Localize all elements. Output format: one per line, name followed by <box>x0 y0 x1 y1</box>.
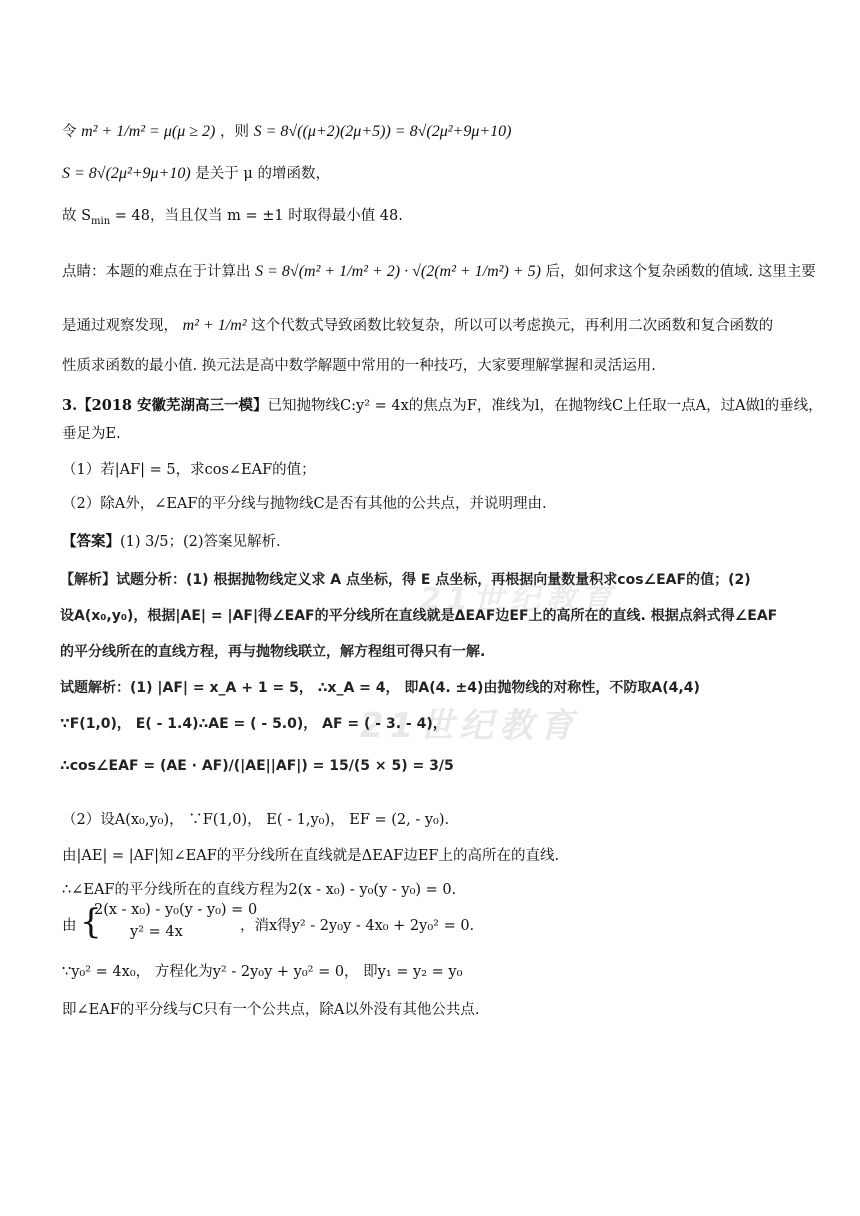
solution-line-4: 试题解析：(1) |AF| = x_A + 1 = 5， ∴x_A = 4， 即A(4. ±4)由抛物线的对称性，不防取A(4,4) <box>60 680 700 696</box>
solution-line-5: ∵F(1,0)， E( - 1.4)∴AE = ( - 5.0)， AF = ( - 3. - 4)， <box>60 716 447 732</box>
solution-line-3: 的平分线所在的直线方程，再与抛物线联立，解方程组可得只有一解. <box>60 644 486 660</box>
brace: { <box>80 902 102 942</box>
answer: 【答案】(1) 3/5；(2)答案见解析. <box>62 533 281 550</box>
line-1: 令 m² + 1/m² = μ(μ ≥ 2) ，则 S = 8√((μ+2)(2μ+5)) = 8√(2μ²+9μ+10) <box>62 123 512 140</box>
formula: m² + 1/m² = μ(μ ≥ 2) <box>81 123 216 140</box>
solution-line-1: 【解析】试题分析：(1) 根据抛物线定义求 A 点坐标，得 E 点坐标，再根据向量数量积求cos∠EAF的值；(2) <box>60 572 751 588</box>
question-part-1: （1）若|AF| = 5，求cos∠EAF的值； <box>62 462 316 478</box>
formula: S = 8√(m² + 1/m² + 2) · √(2(m² + 1/m²) + 5) <box>255 263 541 280</box>
solution-line-6: ∴cos∠EAF = (AE · AF)/(|AE||AF|) = 15/(5 × 5) = 3/5 <box>60 758 454 774</box>
question-3-cont: 垂足为E. <box>62 426 121 442</box>
part2-line-3: ∴∠EAF的平分线所在的直线方程为2(x - x₀) - y₀(y - y₀) = 0. <box>62 882 457 898</box>
solution-line-2: 设A(x₀,y₀)，根据|AE| = |AF|得∠EAF的平分线所在直线就是ΔEAF边EF上的高所在的直线. 根据点斜式得∠EAF <box>60 608 778 624</box>
question-3: 3.【2018 安徽芜湖高三一模】已知抛物线C:y² = 4x的焦点为F，准线为l，在抛物线C上任取一点A，过A做l的垂线， <box>62 397 823 414</box>
part2-you: 由 <box>62 918 77 934</box>
system-eq-2: y² = 4x <box>130 924 183 940</box>
part2-line-5: ∵y₀² = 4x₀， 方程化为y² - 2y₀y + y₀² = 0， 即y₁ = y₂ = y₀ <box>62 964 463 980</box>
question-part-2: （2）除A外，∠EAF的平分线与抛物线C是否有其他的公共点，并说明理由. <box>62 496 547 512</box>
system-eq-1: 2(x - x₀) - y₀(y - y₀) = 0 <box>94 902 258 918</box>
part2-line-2: 由|AE| = |AF|知∠EAF的平分线所在直线就是ΔEAF边EF上的高所在的直线. <box>62 848 560 864</box>
line-5: 是通过观察发现， m² + 1/m² 这个代数式导致函数比较复杂，所以可以考虑换元，再利用二次函数和复合函数的 <box>62 317 774 334</box>
line-4: 点睛：本题的难点在于计算出 S = 8√(m² + 1/m² + 2) · √(2(m² + 1/m²) + 5) 后，如何求这个复杂函数的值域. 这里主要 <box>62 263 816 280</box>
line-2: S = 8√(2μ²+9μ+10) 是关于 μ 的增函数， <box>62 165 330 182</box>
part2-line-6: 即∠EAF的平分线与C只有一个公共点，除A以外没有其他公共点. <box>62 1002 480 1018</box>
formula: S = 8√(2μ²+9μ+10) <box>62 165 191 182</box>
formula: S = 8√((μ+2)(2μ+5)) = 8√(2μ²+9μ+10) <box>253 123 512 140</box>
watermark: 21世纪教育 <box>420 582 618 617</box>
part2-line-4: ，消x得y² - 2y₀y - 4x₀ + 2y₀² = 0. <box>240 918 475 934</box>
watermark: 21世纪教育 <box>360 706 580 746</box>
line-6: 性质求函数的最小值. 换元法是高中数学解题中常用的一种技巧，大家要理解掌握和灵活运用. <box>62 358 656 374</box>
formula: m² + 1/m² <box>182 317 247 334</box>
line-3: 故 $S_{min} = 48$，当且仅当 m = ±1 时取得最小值 48. <box>62 208 403 227</box>
part2-line-1: （2）设A(x₀,y₀)， ∵F(1,0)， E( - 1,y₀)， EF = (2, - y₀). <box>62 812 450 828</box>
